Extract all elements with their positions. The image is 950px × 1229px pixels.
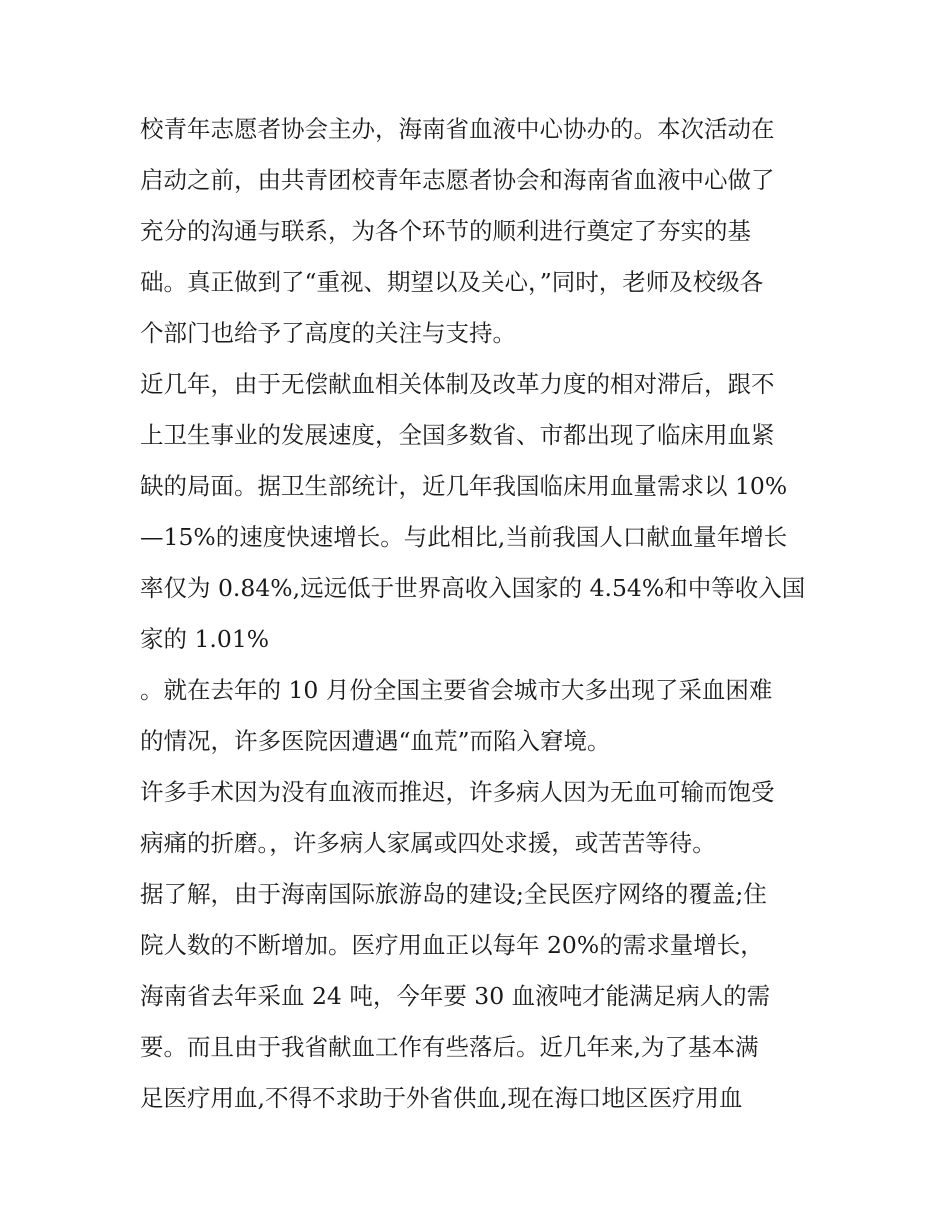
text-line: 率仅为 0.84%,远远低于世界高收入国家的 4.54%和中等收入国 — [140, 574, 806, 602]
document-body — [140, 104, 820, 1124]
text-line: 缺的局面。据卫生部统计，近几年我国临床用血量需求以 10% — [140, 472, 788, 500]
text-line: 院人数的不断增加。医疗用血正以每年 20%的需求量增长， — [140, 931, 764, 959]
text-line: 病痛的折磨。，许多病人家属或四处求援，或苦苦等待。 — [140, 829, 716, 857]
text-line: 许多手术因为没有血液而推迟，许多病人因为无血可输而饱受 — [140, 778, 775, 806]
text-line: 上卫生事业的发展速度，全国多数省、市都出现了临床用血紧 — [140, 421, 775, 449]
text-line: —15%的速度快速增长。与此相比,当前我国人口献血量年增长 — [140, 523, 788, 551]
text-line: 海南省去年采血 24 吨，今年要 30 血液吨才能满足病人的需 — [140, 982, 771, 1010]
text-line: 的情况，许多医院因遭遇“血荒”而陷入窘境。 — [140, 727, 611, 755]
text-line: 据了解，由于海南国际旅游岛的建设;全民医疗网络的覆盖;住 — [140, 880, 767, 908]
text-line: 启动之前，由共青团校青年志愿者协会和海南省血液中心做了 — [140, 166, 775, 194]
text-line: 足医疗用血,不得不求助于外省供血,现在海口地区医疗用血 — [140, 1084, 743, 1112]
text-line: 家的 1.01% — [140, 625, 270, 653]
text-line: 要。而且由于我省献血工作有些落后。近几年来,为了基本满 — [140, 1033, 759, 1061]
text-line: 近几年，由于无偿献血相关体制及改革力度的相对滞后，跟不 — [140, 370, 775, 398]
text-line: 。就在去年的 10 月份全国主要省会城市大多出现了采血困难 — [140, 676, 773, 704]
text-line: 充分的沟通与联系，为各个环节的顺利进行奠定了夯实的基 — [140, 217, 751, 245]
text-line: 个部门也给予了高度的关注与支持。 — [140, 319, 516, 347]
text-line: 础。真正做到了“重视、期望以及关心，”同时，老师及校级各 — [140, 268, 764, 296]
text-line: 校青年志愿者协会主办，海南省血液中心协办的。本次活动在 — [140, 115, 775, 143]
